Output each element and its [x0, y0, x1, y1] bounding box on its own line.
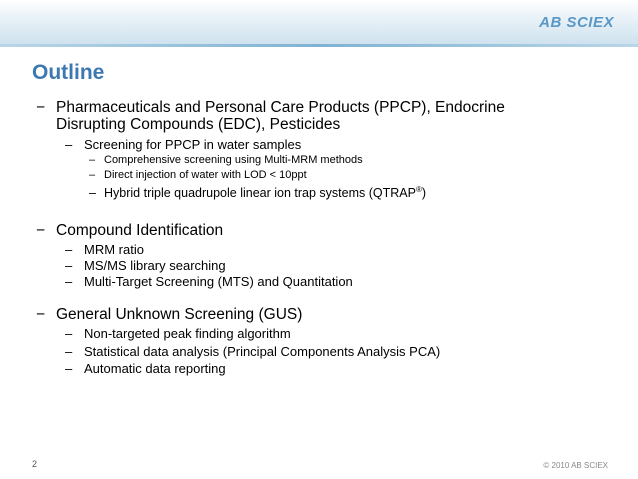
dash-icon: – [89, 169, 96, 181]
subsub-bullet-lod [89, 169, 307, 182]
dash-icon: – [89, 186, 96, 200]
subsub-bullet-multimrm [89, 154, 363, 167]
dash-icon: − [36, 306, 46, 323]
sub-bullet-text: MRM ratio [84, 242, 144, 257]
sub-bullet-text: Multi-Target Screening (MTS) and Quantitation [84, 274, 353, 289]
bullet-text: General Unknown Screening (GUS) [56, 306, 303, 323]
bullet-ppcp [36, 99, 505, 116]
page-number: 2 [32, 459, 38, 469]
bullet-text: Disrupting Compounds (EDC), Pesticides [56, 116, 341, 133]
sub-bullet-mts [65, 274, 353, 289]
copyright-notice: © 2010 AB SCIEX [543, 461, 608, 470]
company-logo: AB SCIEX [539, 14, 614, 31]
dash-icon: − [36, 99, 46, 116]
sub-bullet-screening [65, 137, 302, 152]
sub-bullet-reporting [65, 361, 226, 376]
subsub-bullet-qtrap [89, 184, 427, 200]
bullet-text: Compound Identification [56, 222, 224, 239]
bullet-ppcp-cont [56, 116, 340, 133]
sub-bullet-text: Screening for PPCP in water samples [84, 137, 302, 152]
dash-icon: – [65, 361, 73, 376]
sub-bullet-text: MS/MS library searching [84, 258, 226, 273]
sub-bullet-text: Non-targeted peak finding algorithm [84, 326, 291, 341]
sub-bullet-msms [65, 258, 226, 273]
header-divider [0, 44, 638, 47]
dash-icon: – [65, 242, 73, 257]
dash-icon: – [89, 154, 96, 166]
dash-icon: – [65, 137, 73, 152]
sub-bullet-mrm-ratio [65, 242, 144, 257]
subsub-bullet-text: Hybrid triple quadrupole linear ion trap systems (QTRAP [104, 186, 416, 200]
bullet-compound-id [36, 222, 224, 239]
subsub-bullet-text: Direct injection of water with LOD < 10ppt [104, 169, 307, 181]
dash-icon: – [65, 326, 73, 341]
slide-title: Outline [32, 61, 105, 84]
registered-mark: ® [415, 184, 422, 194]
subsub-bullet-close: ) [421, 186, 427, 200]
dash-icon: – [65, 274, 73, 289]
dash-icon: − [36, 222, 46, 239]
dash-icon: – [65, 344, 73, 359]
bullet-gus [36, 306, 303, 323]
subsub-bullet-text: Comprehensive screening using Multi-MRM methods [104, 154, 363, 166]
sub-bullet-peak-finding [65, 326, 291, 341]
sub-bullet-text: Automatic data reporting [84, 361, 226, 376]
sub-bullet-text: Statistical data analysis (Principal Components Analysis PCA) [84, 344, 441, 359]
bullet-text: Pharmaceuticals and Personal Care Products (PPCP), Endocrine [56, 99, 505, 116]
sub-bullet-pca [65, 344, 441, 359]
dash-icon: – [65, 258, 73, 273]
